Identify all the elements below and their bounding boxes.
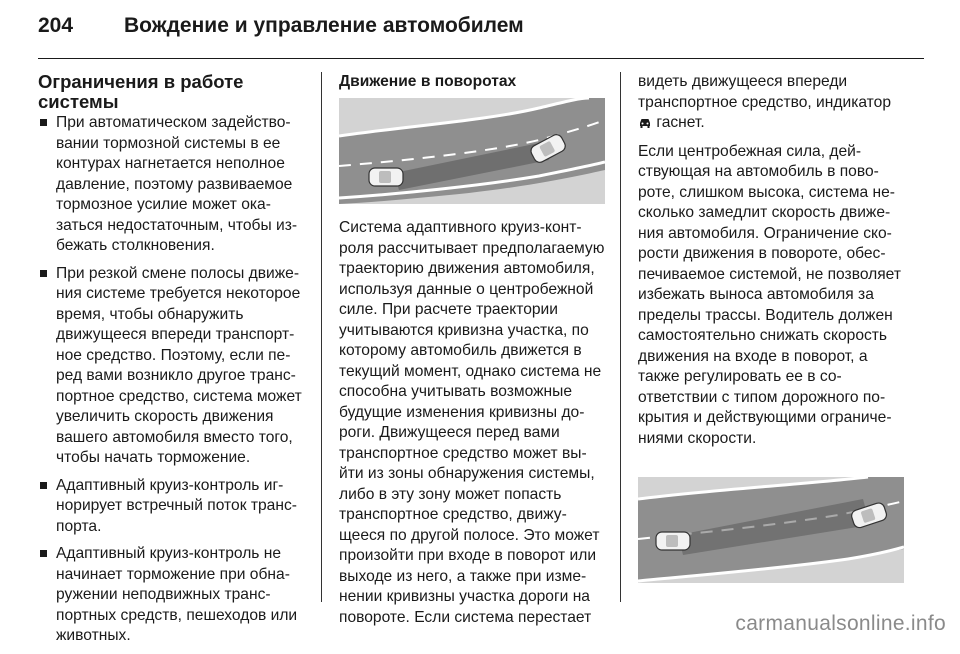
bullet-icon	[40, 119, 47, 126]
watermark: carmanualsonline.info	[735, 612, 946, 635]
section-heading-limitations: Ограничения в работе системы	[38, 71, 244, 112]
list-item: При автоматическом задействовании тормозной системы в ее контурах нагнетается неполное давление, поэтому развиваемое тормозное усилие может оказаться недостаточным, чтобы избежать столкновения.	[38, 113, 306, 257]
bullet-icon	[40, 482, 47, 489]
column-right	[638, 72, 904, 597]
ego-car-icon	[369, 168, 403, 186]
column-divider	[620, 72, 621, 602]
curve-illustration-bottom	[638, 477, 904, 583]
list-item: При резкой смене полосы движения системе требуется некоторое время, чтобы обнаружить движущееся впереди транспортное средство. Поэтому, если перед вами возникло другое транспортное средство, система может увеличить скорость движения вашего автомобиля вместо того, чтобы начать торможение.	[38, 264, 306, 469]
column-divider	[321, 72, 322, 602]
limitations-list	[38, 113, 306, 647]
cornering-paragraph: Система адаптивного круиз-контроля рассчитывает предполагаемую траекторию движения автомобиля, используя данные о центробежной силе. При расчете траектории учитываются кривизна участка, по которому автомобиль движется в текущий момент, однако система не способна учитывать возможные будущие изменения кривизны дороги. Движущееся перед вами транспортное средство может выйти из зоны обнаружения системы, либо в эту зону может попасть транспортное средство, движущееся по другой полосе. Это может произойти при входе в поворот или выходе из него, а также при изменении кривизны участка дороги на повороте. Если система перестает	[339, 219, 605, 626]
vehicle-ahead-icon	[638, 117, 652, 128]
list-item: Адаптивный круиз-контроль игнорирует встречный поток транспорта.	[38, 476, 306, 538]
column-middle	[339, 72, 605, 636]
list-item: Адаптивный круиз-контроль не начинает торможение при обнаружении неподвижных транспортных средств, пешеходов или животных.	[38, 544, 306, 647]
ego-car-icon	[656, 532, 690, 550]
page-header	[38, 14, 524, 44]
curve-illustration-top	[339, 98, 605, 204]
bullet-icon	[40, 270, 47, 277]
bullet-icon	[40, 550, 47, 557]
section-heading-cornering: Движение в поворотах	[339, 73, 517, 90]
page-title: Вождение и управление автомобилем	[124, 14, 524, 37]
header-rule	[38, 58, 924, 59]
column-left	[38, 72, 306, 654]
page-number: 204	[38, 14, 74, 37]
indicator-paragraph: видеть движущееся впереди транспортное средство, индикатор гаснет.	[638, 73, 891, 131]
centrifugal-force-paragraph: Если центробежная сила, действующая на автомобиль в повороте, слишком высока, система несколько замедлит скорость движения автомобиля. Ограничение скорости движения в повороте, обеспечиваемое системой, не позволяет избежать выноса автомобиля за пределы трассы. Водитель должен самостоятельно снижать скорость движения на входе в поворот, а также регулировать ее в соответствии с типом дорожного покрытия и действующими ограничениями скорости.	[638, 142, 901, 447]
